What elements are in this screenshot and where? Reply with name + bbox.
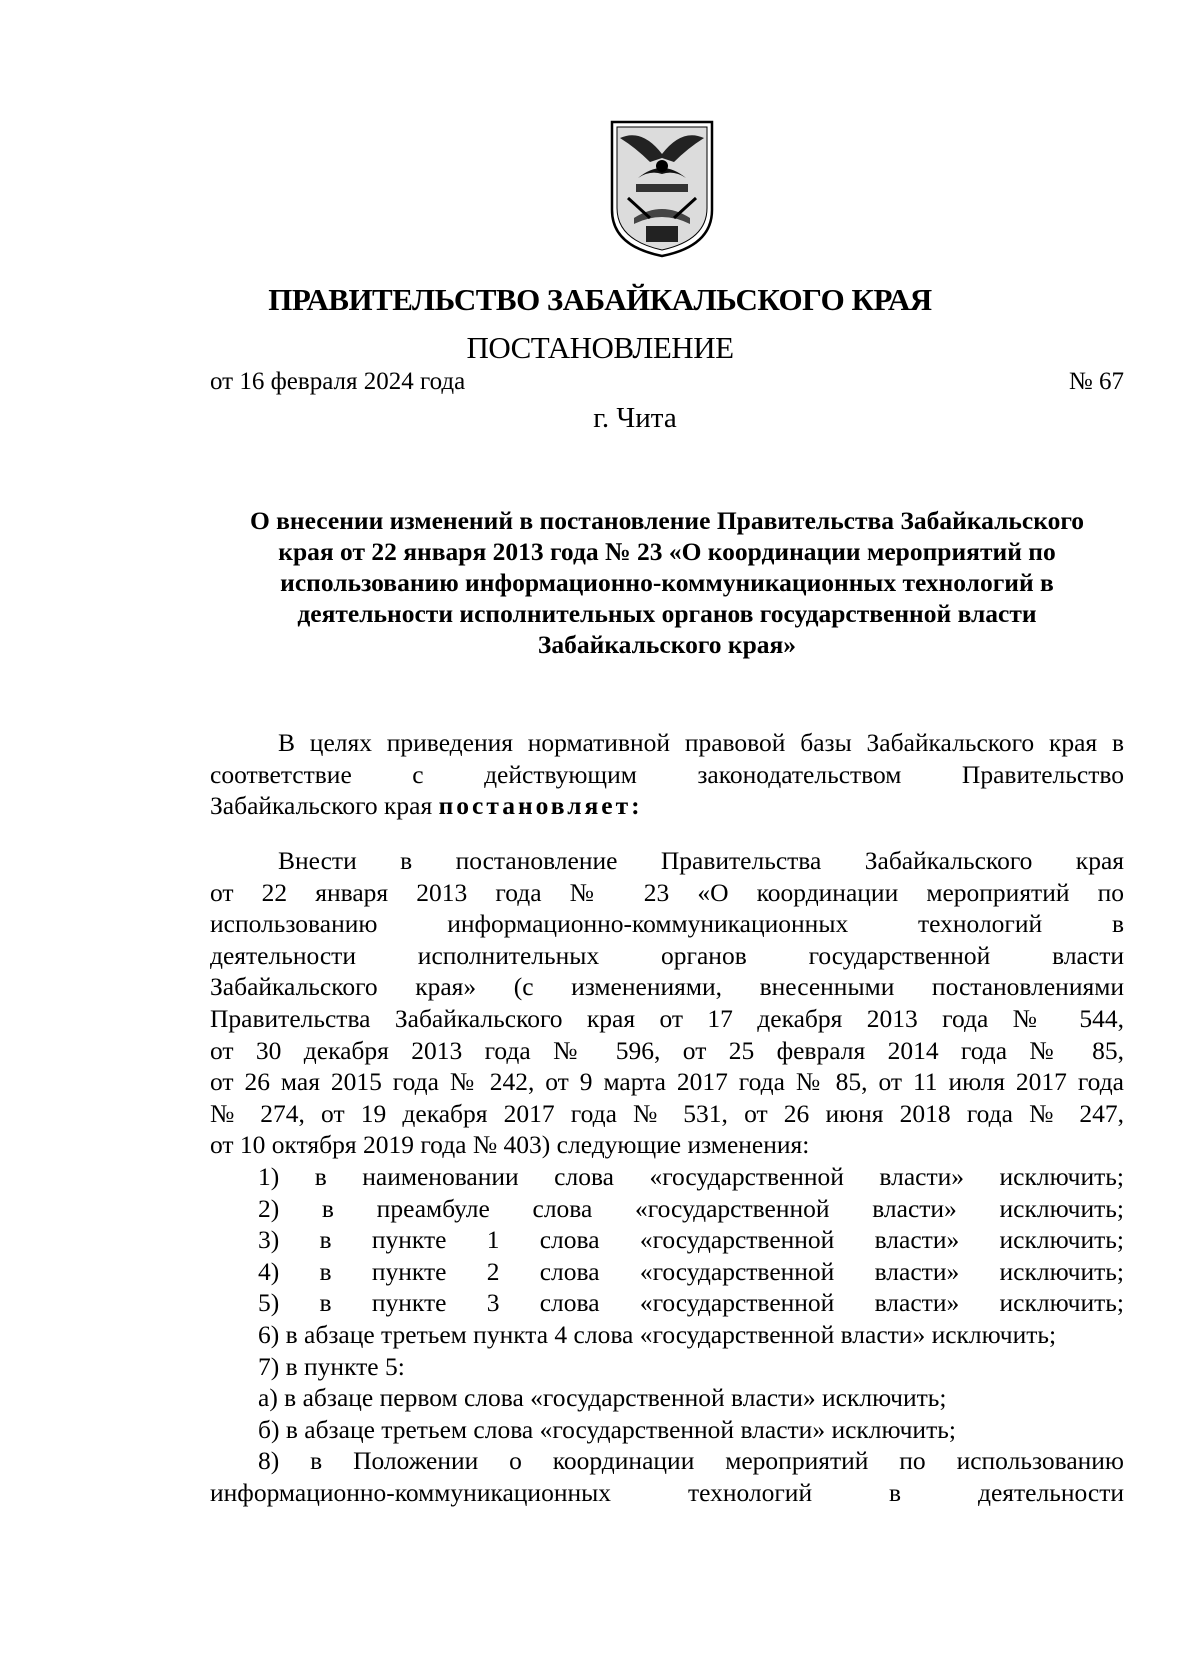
list-item: 1) в наименовании слова «государственной власти» исключить; <box>258 1161 1124 1191</box>
text-line: использованию информационно-коммуникационных технологий в <box>210 909 1124 939</box>
document-date: от 16 февраля 2024 года <box>210 368 466 395</box>
text-line: В целях приведения нормативной правовой базы Забайкальского края в <box>278 728 1124 757</box>
list-item: а) в абзаце первом слова «государственной власти» исключить; <box>258 1383 947 1413</box>
text-line: Забайкальского края» (с изменениями, внесенными постановлениями <box>210 972 1124 1002</box>
text-line: от 30 декабря 2013 года № 596, от 25 февраля 2014 года № 85, <box>210 1035 1124 1065</box>
document-city: г. Чита <box>593 402 677 434</box>
text-line: № 274, от 19 декабря 2017 года № 531, от 26 июня 2018 года № 247, <box>210 1098 1124 1128</box>
text-line: от 10 октября 2019 года № 403) следующие изменения: <box>210 1130 810 1160</box>
list-item: 3) в пункте 1 слова «государственной власти» исключить; <box>258 1225 1124 1255</box>
text-fragment: Забайкальского края <box>210 791 433 821</box>
title-line: края от 22 января 2013 года № 23 «О координации мероприятий по <box>278 537 1056 566</box>
title-line: Забайкальского края» <box>537 630 797 659</box>
text-line: Правительства Забайкальского края от 17 декабря 2013 года № 544, <box>210 1003 1124 1033</box>
list-item: б) в абзаце третьем слова «государственной власти» исключить; <box>258 1414 956 1444</box>
document-number: № 67 <box>1068 368 1124 395</box>
government-name: ПРАВИТЕЛЬСТВО ЗАБАЙКАЛЬСКОГО КРАЯ <box>268 282 932 317</box>
text-line: деятельности исполнительных органов государственной власти <box>210 940 1124 970</box>
document-type: ПОСТАНОВЛЕНИЕ <box>466 330 734 365</box>
preamble-paragraph <box>210 727 1124 822</box>
title-line: использованию информационно-коммуникационных технологий в <box>280 568 1054 597</box>
text-line: от 22 января 2013 года № 23 «О координации мероприятий по <box>210 877 1124 907</box>
list-item: 5) в пункте 3 слова «государственной власти» исключить; <box>258 1288 1124 1318</box>
document-title <box>210 505 1124 660</box>
list-item: 6) в абзаце третьем пункта 4 слова «государственной власти» исключить; <box>258 1319 1057 1349</box>
text-line <box>210 790 1124 822</box>
list-item: 4) в пункте 2 слова «государственной власти» исключить; <box>258 1256 1124 1286</box>
text-line: соответствие с действующим законодательством Правительство <box>210 759 1124 789</box>
list-item: 2) в преамбуле слова «государственной власти» исключить; <box>258 1193 1124 1223</box>
title-line: деятельности исполнительных органов государственной власти <box>297 599 1037 628</box>
list-item: 7) в пункте 5: <box>258 1351 405 1381</box>
decree-keyword: постановляет: <box>438 791 643 821</box>
coat-of-arms-emblem <box>608 118 716 260</box>
text-line: информационно-коммуникационных технологий в деятельности <box>210 1477 1124 1507</box>
title-line: О внесении изменений в постановление Правительства Забайкальского <box>249 506 1085 535</box>
list-item: 8) в Положении о координации мероприятий по использованию <box>258 1446 1124 1476</box>
text-line: от 26 мая 2015 года № 242, от 9 марта 2017 года № 85, от 11 июля 2017 года <box>210 1067 1124 1097</box>
text-line: Внести в постановление Правительства Забайкальского края <box>278 846 1124 875</box>
main-paragraph <box>210 845 1124 1508</box>
